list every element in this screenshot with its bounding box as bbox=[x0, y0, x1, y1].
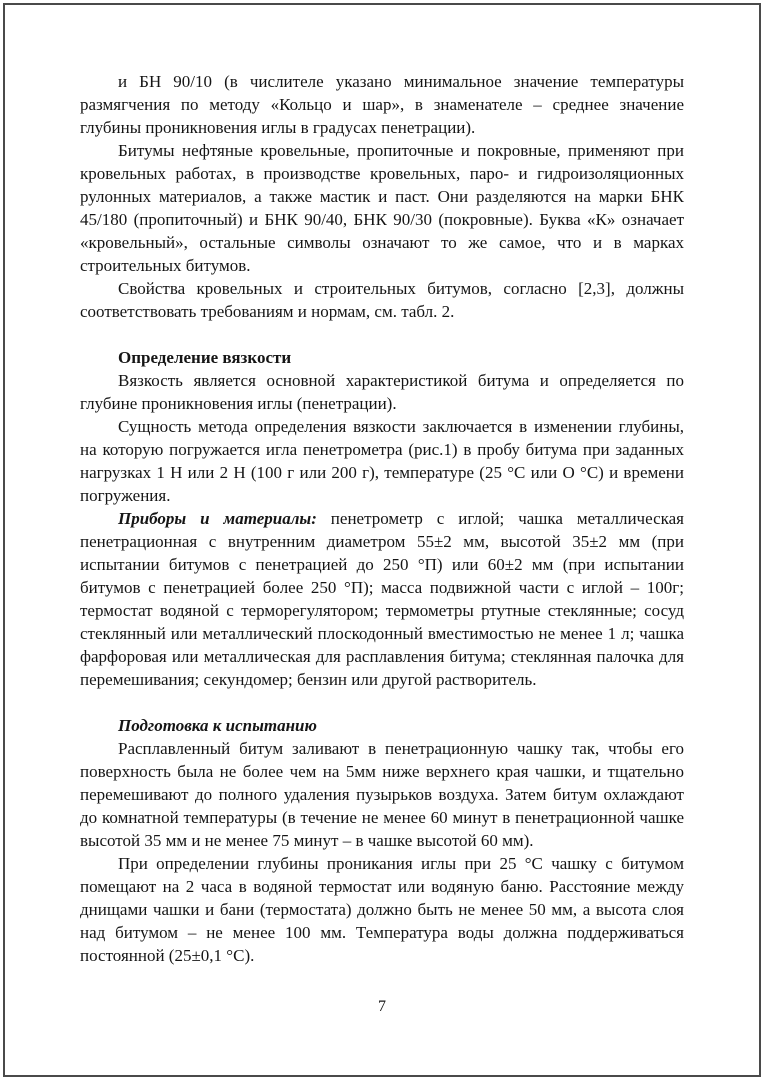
devices-materials-label: Приборы и материалы: bbox=[118, 509, 317, 528]
paragraph-viscosity-definition: Вязкость является основной характеристикой битума и определяется по глубине проникновения иглы (пенетрации). bbox=[80, 371, 684, 413]
section-gap bbox=[80, 691, 684, 714]
paragraph-intro: и БН 90/10 (в числителе указано минимальное значение температуры размягчения по методу «Кольцо и шар», в знаменателе – среднее значение глубины проникновения иглы в градусах пенетрации). bbox=[80, 72, 684, 137]
paragraph-method-essence: Сущность метода определения вязкости заключается в изменении глубины, на которую погружается игла пенетрометра (рис.1) в пробу битума при заданных нагрузках 1 Н или 2 Н (100 г или 200 г), температуре (25 °С или О °С) и времени погружения. bbox=[80, 417, 684, 505]
page-content bbox=[80, 70, 684, 967]
paragraph-preparation-2: При определении глубины проникания иглы при 25 °С чашку с битумом помещают на 2 часа в водяной термостат или водяную баню. Расстояние между днищами чашки и бани (термостата) должно быть не менее 50 мм, а высота слоя над битумом – не менее 100 мм. Температура воды должна поддерживаться постоянной (25±0,1 °С). bbox=[80, 854, 684, 965]
paragraph-devices-materials bbox=[80, 507, 684, 691]
section-heading-viscosity: Определение вязкости bbox=[118, 348, 292, 367]
section-heading-preparation: Подготовка к испытанию bbox=[118, 716, 317, 735]
paragraph-properties: Свойства кровельных и строительных битумов, согласно [2,3], должны соответствовать требованиям и нормам, см. табл. 2. bbox=[80, 279, 684, 321]
page-number: 7 bbox=[378, 998, 386, 1015]
paragraph-preparation-1: Расплавленный битум заливают в пенетрационную чашку так, чтобы его поверхность была не более чем на 5мм ниже верхнего края чашки, и тщательно перемешивают до полного удаления пузырьков воздуха. Затем битум охлаждают до комнатной температуры (в течение не менее 60 минут в пенетрационной чашке высотой 35 мм и не менее 75 минут – в чашке высотой 60 мм). bbox=[80, 739, 684, 850]
devices-materials-text: пенетрометр с иглой; чашка металлическая пенетрационная с внутренним диаметром 55±2 мм, высотой 35±2 мм (при испытании битумов с пенетрацией до 250 °П) или 60±2 мм (при испытании битумов с пенетрацией более 250 °П); масса подвижной части с иглой – 100г; термостат водяной с терморегулятором; термометры ртутные стеклянные; сосуд стеклянный или металлический плоскодонный вместимостью не менее 1 л; чашка фарфоровая или металлическая для расплавления битума; стеклянная палочка для перемешивания; секундомер; бензин или другой растворитель. bbox=[80, 509, 684, 689]
paragraph-roofing-bitumens: Битумы нефтяные кровельные, пропиточные и покровные, применяют при кровельных работах, в производстве кровельных, паро- и гидроизоляционных рулонных материалов, а также мастик и паст. Они разделяются на марки БНК 45/180 (пропиточный) и БНК 90/40, БНК 90/30 (покровные). Буква «К» означает «кровельный», остальные символы означают то же самое, что и в марках строительных битумов. bbox=[80, 141, 684, 275]
section-gap bbox=[80, 323, 684, 346]
